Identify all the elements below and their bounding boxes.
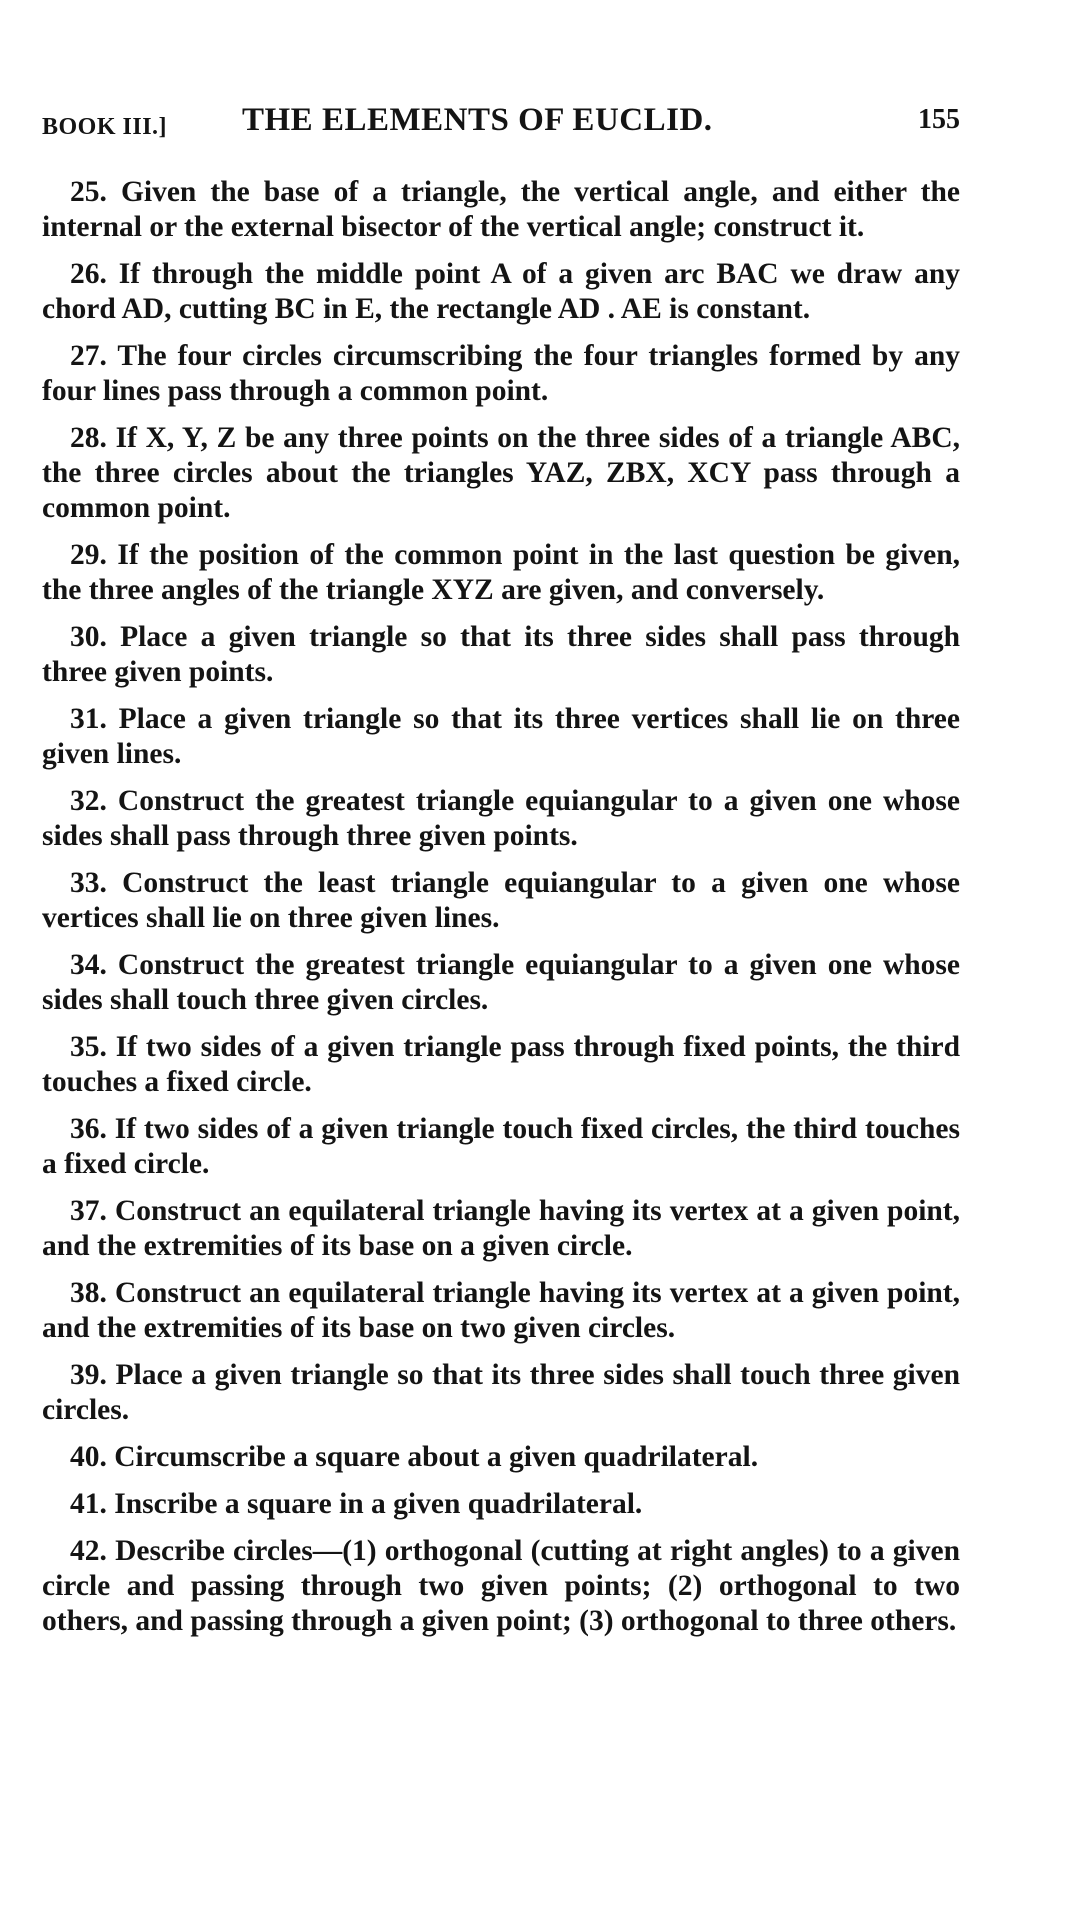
problem-text: Place a given triangle so that its three sides shall pass through three given points. [42,621,961,688]
problem-number: 26. [70,258,107,290]
problem-item [42,948,960,1018]
problem-item [42,1030,960,1100]
problem-number: 41. [70,1488,107,1520]
problem-item [42,175,960,245]
problem-item [42,1276,960,1346]
problem-item [42,1194,960,1264]
problem-item [42,1112,960,1182]
problem-item [42,339,960,409]
running-header [42,100,960,150]
problem-text: Given the base of a triangle, the vertical angle, and either the internal or the external bisector of the vertical angle; construct it. [42,176,961,243]
problem-number: 40. [70,1441,107,1473]
problem-item [42,538,960,608]
problem-text: The four circles circumscribing the four triangles formed by any four lines pass through a common point. [42,340,961,407]
problem-item [42,257,960,327]
problem-number: 35. [70,1031,107,1063]
page-number: 155 [918,104,960,135]
problem-text: Place a given triangle so that its three vertices shall lie on three given lines. [42,703,960,770]
problem-number: 38. [70,1277,107,1309]
problem-number: 33. [70,867,107,899]
problem-number: 32. [70,785,107,817]
problem-text: Place a given triangle so that its three sides shall touch three given circles. [42,1359,960,1426]
problem-number: 27. [70,340,107,372]
problem-number: 25. [70,176,107,208]
problem-text: If X, Y, Z be any three points on the three sides of a triangle ABC, the three circles about the triangles YAZ, ZBX, XCY pass through a common point. [42,422,961,524]
problem-item [42,1358,960,1428]
problem-item [42,1440,960,1475]
problem-text: Construct an equilateral triangle having its vertex at a given point, and the extremities of its base on two given circles. [42,1277,960,1344]
problem-text: Construct the greatest triangle equiangular to a given one whose sides shall pass through three given points. [42,785,961,852]
problem-number: 31. [70,703,107,735]
problem-text: Describe circles—(1) orthogonal (cutting at right angles) to a given circle and passing through two given points; (2) orthogonal to two others, and passing through a given point; (3) orthogonal to three others. [42,1535,960,1637]
problem-item [42,702,960,772]
problem-item [42,866,960,936]
problem-item [42,1534,960,1639]
problem-text: If through the middle point A of a given arc BAC we draw any chord AD, cutting BC in E, the rectangle AD . AE is constant. [42,258,960,325]
problem-number: 30. [70,621,107,653]
problem-item [42,421,960,526]
problem-item [42,1487,960,1522]
problem-text: If two sides of a given triangle pass through fixed points, the third touches a fixed circle. [42,1031,960,1098]
problem-number: 42. [70,1535,107,1567]
problem-number: 36. [70,1113,107,1145]
problem-number: 29. [70,539,107,571]
book-label: BOOK III.] [42,114,168,140]
problem-list [42,175,960,1651]
problem-text: If the position of the common point in the last question be given, the three angles of the triangle XYZ are given, and conversely. [42,539,961,606]
problem-text: Circumscribe a square about a given quadrilateral. [114,1441,759,1473]
problem-text: Inscribe a square in a given quadrilateral. [114,1488,643,1520]
problem-item [42,620,960,690]
problem-number: 39. [70,1359,107,1391]
problem-text: Construct the greatest triangle equiangular to a given one whose sides shall touch three given circles. [42,949,961,1016]
problem-text: Construct the least triangle equiangular to a given one whose vertices shall lie on three given lines. [42,867,961,934]
problem-number: 34. [70,949,107,981]
problem-number: 28. [70,422,107,454]
problem-number: 37. [70,1195,107,1227]
problem-item [42,784,960,854]
problem-text: Construct an equilateral triangle having its vertex at a given point, and the extremities of its base on a given circle. [42,1195,960,1262]
problem-text: If two sides of a given triangle touch fixed circles, the third touches a fixed circle. [42,1113,961,1180]
page-title: THE ELEMENTS OF EUCLID. [242,102,713,138]
